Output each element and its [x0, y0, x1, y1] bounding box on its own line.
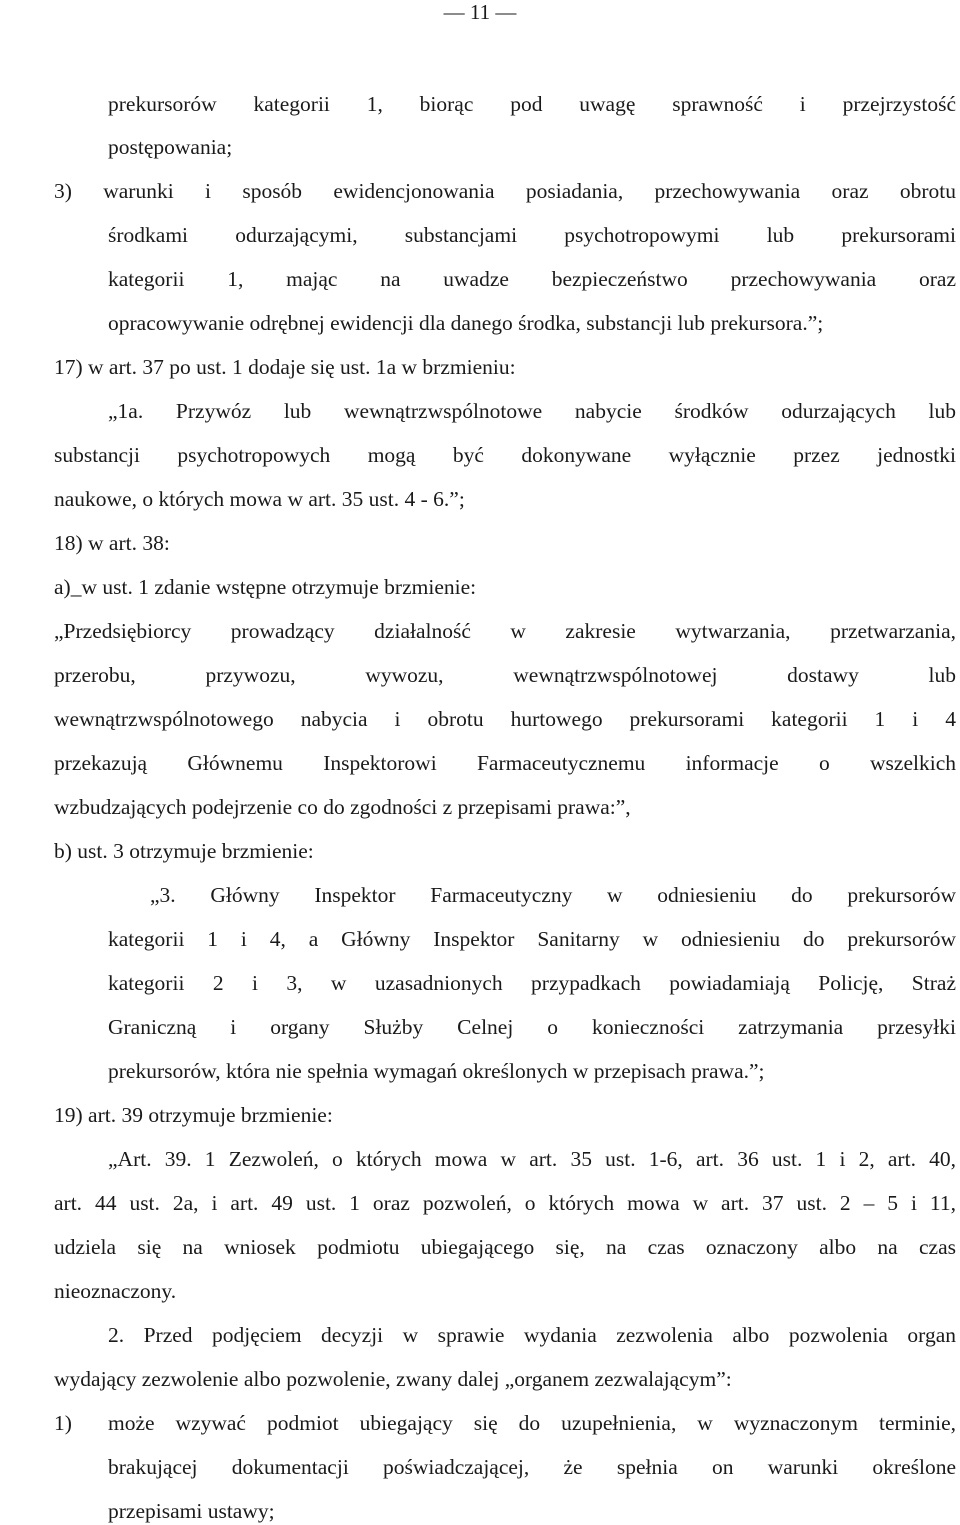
- text-line: naukowe, o których mowa w art. 35 ust. 4 - 6.”;: [54, 487, 465, 511]
- text-line: „Art. 39. 1 Zezwoleń, o których mowa w art. 35 ust. 1-6, art. 36 ust. 1 i 2, art. 40,: [108, 1147, 956, 1171]
- text-line: kategorii 1, mając na uwadze bezpieczeństwo przechowywania oraz: [108, 267, 956, 291]
- text-line: 18) w art. 38:: [54, 531, 170, 555]
- text-line: kategorii 1 i 4, a Główny Inspektor Sanitarny w odniesieniu do prekursorów: [108, 927, 956, 951]
- text-line: wydający zezwolenie albo pozwolenie, zwany dalej „organem zezwalającym”:: [54, 1367, 732, 1391]
- text-line: brakującej dokumentacji poświadczającej, że spełnia on warunki określone: [108, 1455, 956, 1479]
- text-line: Graniczną i organy Służby Celnej o konieczności zatrzymania przesyłki: [108, 1015, 956, 1039]
- text-line: kategorii 2 i 3, w uzasadnionych przypadkach powiadamiają Policję, Straż: [108, 971, 956, 995]
- text-line: wzbudzających podejrzenie co do zgodności z przepisami prawa:”,: [54, 795, 631, 819]
- text-line: nieoznaczony.: [54, 1279, 177, 1303]
- text-line: prekursorów kategorii 1, biorąc pod uwagę sprawność i przejrzystość: [108, 92, 956, 116]
- text-line: a)_w ust. 1 zdanie wstępne otrzymuje brzmienie:: [54, 575, 477, 599]
- text-line: wewnątrzwspólnotowego nabycia i obrotu hurtowego prekursorami kategorii 1 i 4: [54, 707, 956, 731]
- page-number-header: — 11 —: [443, 0, 517, 24]
- text-line: 17) w art. 37 po ust. 1 dodaje się ust. 1a w brzmieniu:: [54, 355, 516, 379]
- text-line: „3. Główny Inspektor Farmaceutyczny w odniesieniu do prekursorów: [150, 883, 956, 907]
- text-line: może wzywać podmiot ubiegający się do uzupełnienia, w wyznaczonym terminie,: [108, 1411, 956, 1435]
- text-line: art. 44 ust. 2a, i art. 49 ust. 1 oraz pozwoleń, o których mowa w art. 37 ust. 2 – 5 i 11,: [54, 1191, 956, 1215]
- text-line: przerobu, przywozu, wywozu, wewnątrzwspólnotowej dostawy lub: [54, 663, 956, 687]
- text-line: przekazują Głównemu Inspektorowi Farmaceutycznemu informacje o wszelkich: [54, 751, 956, 775]
- text-line: opracowywanie odrębnej ewidencji dla danego środka, substancji lub prekursora.”;: [108, 311, 824, 335]
- text-line: 19) art. 39 otrzymuje brzmienie:: [54, 1103, 333, 1127]
- text-line: udziela się na wniosek podmiotu ubiegającego się, na czas oznaczony albo na czas: [54, 1235, 956, 1259]
- text-line: „Przedsiębiorcy prowadzący działalność w zakresie wytwarzania, przetwarzania,: [54, 619, 956, 643]
- text-line: prekursorów, która nie spełnia wymagań określonych w przepisach prawa.”;: [108, 1059, 765, 1083]
- text-line: środkami odurzającymi, substancjami psychotropowymi lub prekursorami: [108, 223, 956, 247]
- text-line: b) ust. 3 otrzymuje brzmienie:: [54, 839, 314, 863]
- text-line: 2. Przed podjęciem decyzji w sprawie wydania zezwolenia albo pozwolenia organ: [108, 1323, 956, 1347]
- text-line: substancji psychotropowych mogą być dokonywane wyłącznie przez jednostki: [54, 443, 956, 467]
- text-line: przepisami ustawy;: [108, 1499, 275, 1523]
- text-line: postępowania;: [108, 135, 233, 159]
- list-number: 1): [54, 1411, 72, 1435]
- text-line: 3) warunki i sposób ewidencjonowania posiadania, przechowywania oraz obrotu: [54, 179, 956, 203]
- text-line: „1a. Przywóz lub wewnątrzwspólnotowe nabycie środków odurzających lub: [108, 399, 956, 423]
